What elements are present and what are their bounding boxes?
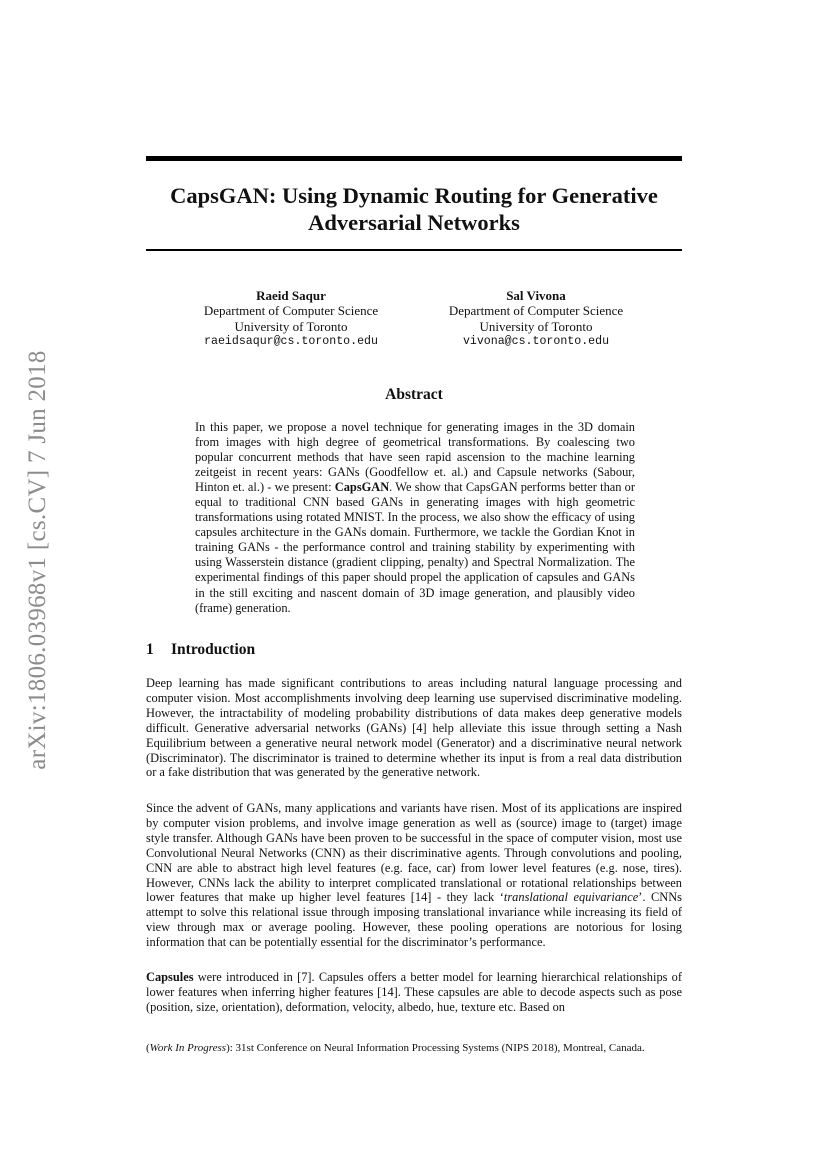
abstract-heading: Abstract — [385, 386, 443, 403]
arxiv-identifier-stamp: arXiv:1806.03968v1 [cs.CV] 7 Jun 2018 — [24, 350, 51, 770]
footnote-work-status: Work In Progress — [149, 1042, 227, 1054]
author-department: Department of Computer Science — [448, 303, 624, 319]
intro-paragraph-2 — [146, 801, 682, 950]
author-department: Department of Computer Science — [203, 303, 379, 319]
intro-paragraph-2-part-2: ’. CNNs attempt to solve this relational issue through imposing translational invariance while increasing its field of view through max or average pooling. However, these pooling operations are notorious for losing information that can be potentially essential for the discriminator’s performance. — [146, 890, 682, 950]
intro-paragraph-3 — [146, 970, 682, 1015]
author-university: University of Toronto — [234, 318, 348, 334]
footnote-open-paren: ( — [146, 1042, 150, 1054]
section-number: 1 — [146, 641, 154, 658]
abstract-text-part-1: In this paper, we propose a novel technique for generating images in the 3D domain from images with high degree of geometrical transformations. By coalescing two popular concurrent methods that have seen rapid ascension to the machine learning zeitgeist in recent years: GANs (Goodfellow et. al.) and Capsule networks (Sabour, Hinton et. al.) - we present: — [195, 420, 635, 495]
author-block-1 — [166, 288, 416, 349]
paper-title-line-1: CapsGAN: Using Dynamic Routing for Generative — [170, 183, 658, 208]
intro-paragraph-2-emphasis: translational equivariance — [503, 890, 639, 905]
intro-paragraph-1: Deep learning has made significant contributions to areas including natural language processing and computer vision. Most accomplishments involving deep learning use supervised discriminative modeling. However, the intractability of modeling probability distributions of data makes deep generative models difficult. Generative adversarial networks (GANs) [4] help alleviate this issue through setting a Nash Equilibrium between a generative neural network model (Generator) and a discriminative neural network (Discriminator). The discriminator is trained to determine whether its input is from a real data distribution or a fake distribution that was generated by the generative network. — [146, 676, 682, 780]
title-bottom-rule — [146, 249, 682, 251]
author-name: Raeid Saqur — [256, 288, 326, 303]
author-block-2 — [411, 288, 661, 349]
section-title: Introduction — [171, 641, 256, 658]
author-email[interactable]: vivona@cs.toronto.edu — [462, 334, 610, 348]
author-name: Sal Vivona — [506, 288, 566, 303]
footnote-conference: ): 31st Conference on Neural Information Processing Systems (NIPS 2018), Montreal, Canada. — [226, 1042, 645, 1054]
author-university: University of Toronto — [479, 318, 593, 334]
intro-paragraph-2-part-1: Since the advent of GANs, many applications and variants have risen. Most of its applications are inspired by computer vision problems, and involve image generation as well as (source) image to (target) image style transfer. Although GANs have been proven to be successful in the space of computer vision, most use Convolutional Neural Networks (CNN) as their discriminative agents. Through convolutions and pooling, CNN are able to abstract high level features (e.g. face, car) from lower level features (e.g. nose, tires). However, CNNs lack the ability to interpret complicated translational or rotational relationships between lower features that make up higher level features [14] - they lack ‘ — [146, 801, 682, 905]
abstract-method-name: CapsGAN — [334, 480, 390, 495]
abstract-text — [195, 420, 635, 616]
conference-footnote — [146, 1041, 686, 1055]
intro-paragraph-3-text: were introduced in [7]. Capsules offers a better model for learning hierarchical relationships of lower features when inferring higher features [14]. These capsules are able to decode aspects such as pose (position, size, orientation), deformation, velocity, albedo, hue, texture etc. Based on — [146, 970, 682, 1014]
section-heading-introduction — [146, 641, 255, 659]
capsules-term: Capsules — [146, 970, 194, 984]
paper-title — [146, 182, 682, 236]
paper-title-line-2: Adversarial Networks — [308, 210, 520, 235]
title-top-rule — [146, 156, 682, 161]
abstract-text-part-2: . We show that CapsGAN performs better than or equal to traditional CNN based GANs in generating images with high geometric transformations using rotated MNIST. In the process, we also show the efficacy of using capsules architecture in the GANs domain. Furthermore, we tackle the Gordian Knot in training GANs - the performance control and training stability by experimenting with using Wasserstein distance (gradient clipping, penalty) and Spectral Normalization. The experimental findings of this paper should propel the application of capsules and GANs in the still exciting and nascent domain of 3D image generation, and plausibly video (frame) generation. — [195, 480, 636, 615]
author-email[interactable]: raeidsaqur@cs.toronto.edu — [204, 334, 378, 348]
